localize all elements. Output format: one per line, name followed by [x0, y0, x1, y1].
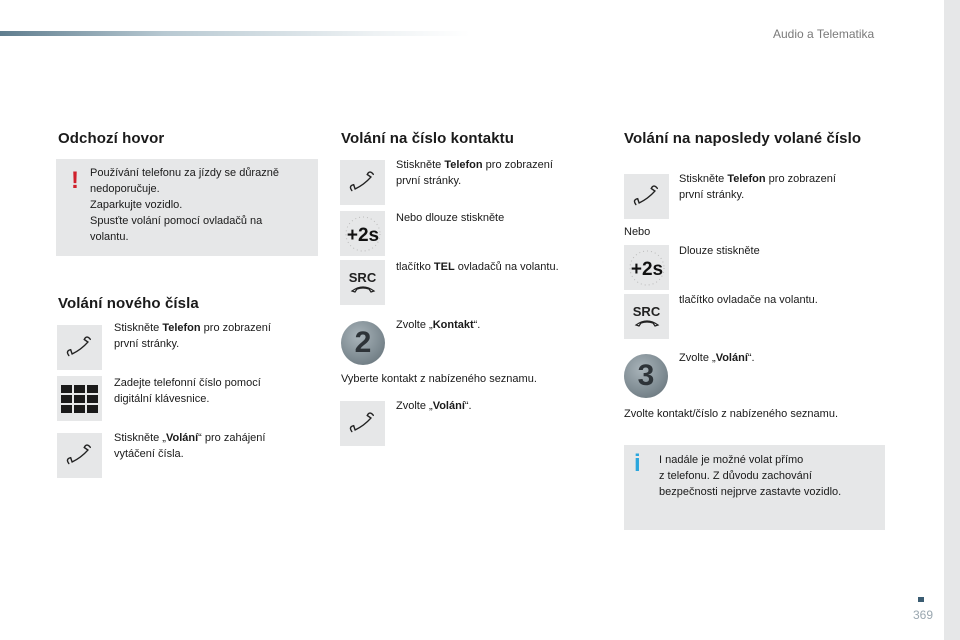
phone-icon [347, 408, 379, 440]
new-step1-text: Stiskněte Telefon pro zobrazení první stránky. [114, 322, 271, 350]
page-edge-strip [944, 0, 960, 640]
steering-control-button[interactable] [624, 294, 669, 339]
contact-step6-text: Zvolte „Volání“. [396, 400, 472, 412]
handset-icon [634, 318, 660, 328]
heading-outgoing-call: Odchozí hovor [58, 130, 165, 147]
steering-tel-button[interactable] [340, 260, 385, 305]
phone-icon [64, 440, 96, 472]
phone-button[interactable] [57, 325, 102, 370]
phone-button[interactable] [624, 174, 669, 219]
long-press-indicator [340, 211, 385, 256]
phone-icon [64, 332, 96, 364]
call-button[interactable] [57, 433, 102, 478]
keypad-button[interactable] [57, 376, 102, 421]
header-title: Audio a Telematika [773, 27, 875, 41]
new-step3-text: Stiskněte „Volání“ pro zahájení vytáčení čísla. [114, 432, 266, 460]
step-number-2: 2 [341, 321, 385, 365]
info-icon: i [634, 450, 641, 477]
contact-step5-text: Vyberte kontakt z nabízeného seznamu. [341, 373, 537, 385]
long-press-icon [341, 212, 385, 256]
contact-step2-text: Nebo dlouze stiskněte [396, 212, 505, 224]
page-number: 369 [913, 608, 934, 622]
long-press-icon [625, 246, 669, 290]
page-marker [918, 597, 924, 602]
phone-icon [631, 181, 663, 213]
call-button[interactable] [340, 401, 385, 446]
new-step2-text: Zadejte telefonní číslo pomocí digitální klávesnice. [114, 377, 261, 405]
or-text: Nebo [624, 226, 651, 238]
recent-step3-text: tlačítko ovladače na volantu. [679, 294, 818, 306]
long-press-label: +2s [630, 258, 663, 280]
heading-recent-call: Volání na naposledy volané číslo [624, 130, 862, 147]
contact-step3-text: tlačítko TEL ovladačů na volantu. [396, 261, 559, 273]
info-text: I nadále je možné volat přímo z telefonu. Z důvodu zachování bezpečnosti nejprve zastavte vozidlo. [659, 454, 842, 498]
recent-step5-text: Zvolte kontakt/číslo z nabízeného seznamu. [624, 408, 839, 420]
recent-step2-text: Dlouze stiskněte [679, 245, 760, 257]
long-press-indicator [624, 245, 669, 290]
heading-new-number: Volání nového čísla [58, 295, 199, 312]
phone-icon [347, 167, 379, 199]
header-accent-bar [0, 31, 470, 36]
contact-step1-text: Stiskněte Telefon pro zobrazení první stránky. [396, 159, 553, 187]
heading-call-contact: Volání na číslo kontaktu [341, 130, 514, 147]
keypad-icon [60, 384, 100, 414]
contact-step4-text: Zvolte „Kontakt“. [396, 319, 481, 331]
exclamation-icon: ! [71, 167, 79, 194]
recent-step4-text: Zvolte „Volání“. [679, 352, 755, 364]
phone-button[interactable] [340, 160, 385, 205]
src-label: SRC [632, 304, 661, 319]
warning-text: Používání telefonu za jízdy se důrazně nedoporučuje. Zaparkujte vozidlo. Spusťte volání pomocí ovladačů na volantu. [90, 167, 279, 243]
src-label: SRC [348, 270, 377, 285]
recent-step1-text: Stiskněte Telefon pro zobrazení první stránky. [679, 173, 836, 201]
handset-icon [350, 284, 376, 294]
step-number-3: 3 [624, 354, 668, 398]
long-press-label: +2s [346, 224, 379, 246]
